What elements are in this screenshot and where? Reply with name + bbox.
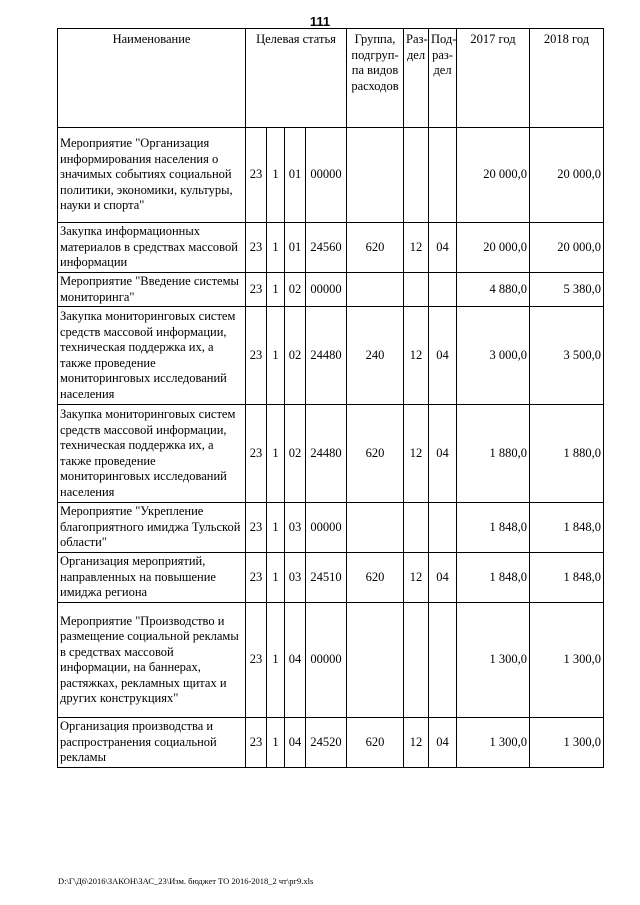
group-code: 620 [347,223,404,273]
target-code-2: 1 [267,603,285,718]
target-code-3: 02 [285,307,306,405]
row-name: Мероприятие "Организация информирования населения о значимых событиях социальной политики, экономики, культуры, науки и спорта" [58,128,246,223]
amount-2018: 1 848,0 [530,503,604,553]
section-code: 12 [404,307,429,405]
row-name: Организация производства и распространения социальной рекламы [58,718,246,768]
table-row [58,603,604,718]
header-subsection: Под-раз-дел [429,29,457,128]
amount-2017: 4 880,0 [457,273,530,307]
group-code [347,273,404,307]
row-name: Закупка информационных материалов в средствах массовой информации [58,223,246,273]
section-code [404,128,429,223]
target-code-1: 23 [246,223,267,273]
header-year-2018: 2018 год [530,29,604,128]
budget-table [57,28,604,768]
target-code-2: 1 [267,718,285,768]
group-code: 620 [347,405,404,503]
target-code-1: 23 [246,405,267,503]
target-code-3: 03 [285,503,306,553]
header-group: Группа, подгруп-па видов расходов [347,29,404,128]
amount-2018: 20 000,0 [530,223,604,273]
amount-2018: 1 300,0 [530,603,604,718]
amount-2018: 1 300,0 [530,718,604,768]
target-code-1: 23 [246,718,267,768]
subsection-code [429,273,457,307]
group-code: 240 [347,307,404,405]
subsection-code [429,603,457,718]
table-row [58,503,604,553]
target-code-2: 1 [267,273,285,307]
target-code-3: 02 [285,405,306,503]
row-name: Закупка мониторинговых систем средств массовой информации, техническая поддержка их, а также проведение мониторинговых исследований населения [58,307,246,405]
file-path-footer: D:\Г\Д6\2016\ЗАКОН\ЗАС_23\Изм. бюджет ТО 2016-2018_2 чт\рг9.xls [58,876,314,886]
group-code [347,128,404,223]
subsection-code [429,503,457,553]
row-name: Организация мероприятий, направленных на повышение имиджа региона [58,553,246,603]
target-code-2: 1 [267,223,285,273]
table-row [58,405,604,503]
amount-2017: 1 848,0 [457,553,530,603]
amount-2018: 1 880,0 [530,405,604,503]
target-code-1: 23 [246,553,267,603]
target-code-3: 01 [285,128,306,223]
target-code-4: 24560 [306,223,347,273]
amount-2017: 20 000,0 [457,128,530,223]
amount-2017: 1 880,0 [457,405,530,503]
table-header-row [58,29,604,128]
amount-2018: 20 000,0 [530,128,604,223]
amount-2017: 3 000,0 [457,307,530,405]
section-code [404,273,429,307]
target-code-2: 1 [267,405,285,503]
amount-2018: 3 500,0 [530,307,604,405]
subsection-code: 04 [429,405,457,503]
amount-2017: 1 848,0 [457,503,530,553]
header-section: Раз-дел [404,29,429,128]
amount-2017: 1 300,0 [457,718,530,768]
target-code-1: 23 [246,273,267,307]
table-row [58,718,604,768]
header-year-2017: 2017 год [457,29,530,128]
target-code-3: 01 [285,223,306,273]
group-code: 620 [347,718,404,768]
section-code: 12 [404,405,429,503]
target-code-4: 00000 [306,128,347,223]
group-code [347,503,404,553]
table-row [58,307,604,405]
target-code-2: 1 [267,307,285,405]
row-name: Закупка мониторинговых систем средств массовой информации, техническая поддержка их, а также проведение мониторинговых исследований населения [58,405,246,503]
table-row [58,223,604,273]
target-code-2: 1 [267,128,285,223]
table-row [58,128,604,223]
target-code-4: 00000 [306,603,347,718]
target-code-3: 04 [285,603,306,718]
amount-2017: 1 300,0 [457,603,530,718]
subsection-code: 04 [429,553,457,603]
subsection-code: 04 [429,718,457,768]
subsection-code [429,128,457,223]
row-name: Мероприятие "Укрепление благоприятного имиджа Тульской области" [58,503,246,553]
target-code-1: 23 [246,307,267,405]
table-row [58,273,604,307]
header-name: Наименование [58,29,246,128]
group-code: 620 [347,553,404,603]
page-number: 111 [309,14,331,29]
target-code-2: 1 [267,503,285,553]
subsection-code: 04 [429,307,457,405]
target-code-1: 23 [246,128,267,223]
target-code-1: 23 [246,503,267,553]
target-code-4: 24480 [306,307,347,405]
target-code-4: 00000 [306,273,347,307]
table-row [58,553,604,603]
amount-2018: 1 848,0 [530,553,604,603]
amount-2018: 5 380,0 [530,273,604,307]
target-code-4: 24520 [306,718,347,768]
target-code-2: 1 [267,553,285,603]
group-code [347,603,404,718]
target-code-4: 00000 [306,503,347,553]
section-code: 12 [404,553,429,603]
target-code-4: 24480 [306,405,347,503]
amount-2017: 20 000,0 [457,223,530,273]
row-name: Мероприятие "Введение системы мониторинга" [58,273,246,307]
section-code: 12 [404,223,429,273]
target-code-3: 03 [285,553,306,603]
header-target: Целевая статья [246,29,347,128]
section-code [404,503,429,553]
target-code-1: 23 [246,603,267,718]
subsection-code: 04 [429,223,457,273]
target-code-3: 02 [285,273,306,307]
target-code-4: 24510 [306,553,347,603]
section-code [404,603,429,718]
target-code-3: 04 [285,718,306,768]
section-code: 12 [404,718,429,768]
row-name: Мероприятие "Производство и размещение социальной рекламы в средствах массовой информации, на баннерах, растяжках, рекламных щитах и других конструкциях" [58,603,246,718]
